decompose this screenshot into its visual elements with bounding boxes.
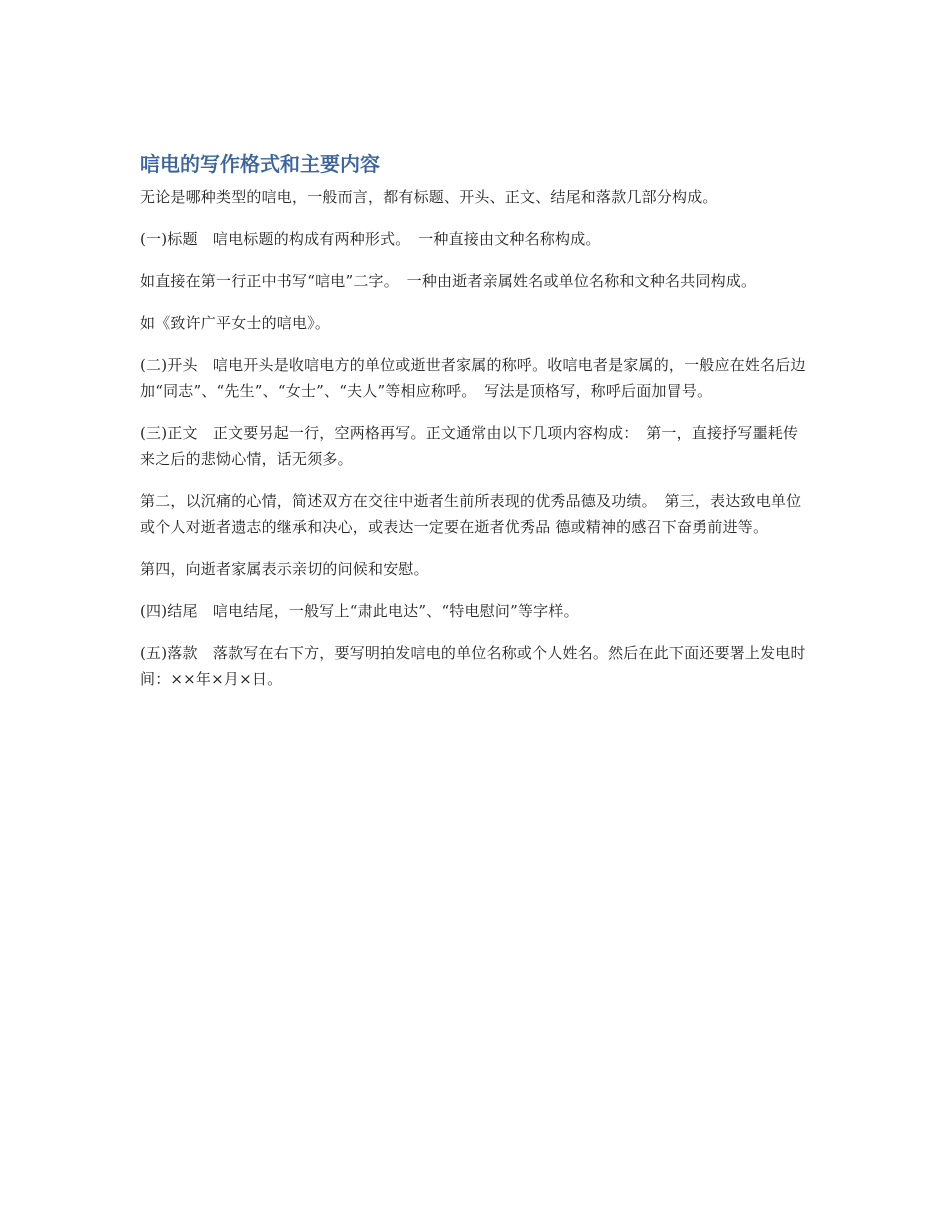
paragraph-intro: 无论是哪种类型的唁电，一般而言，都有标题、开头、正文、结尾和落款几部分构成。 — [140, 188, 718, 206]
paragraph-body-fourth: 第四，向逝者家属表示亲切的问候和安慰。 — [140, 560, 429, 578]
paragraph-closing-section: (四)结尾 唁电结尾，一般写上“肃此电达”、“特电慰问”等字样。 — [140, 602, 579, 620]
paragraph-body-second-third: 第二，以沉痛的心情，简述双方在交往中逝者生前所表现的优秀品德及功绩。 第三，表达致电单位或个人对逝者遗志的继承和决心，或表达一定要在逝者优秀品 德或精神的感召下奋勇前进等。 — [140, 492, 802, 536]
document-page — [140, 150, 812, 708]
paragraph-body-section: (三)正文 正文要另起一行，空两格再写。正文通常由以下几项内容构成： 第一，直接抒写噩耗传来之后的悲恸心情，话无须多。 — [140, 424, 799, 468]
paragraph-title-example: 如直接在第一行正中书写“唁电”二字。 一种由逝者亲属姓名或单位名称和文种名共同构成。 — [140, 272, 757, 290]
paragraph-signature-section: (五)落款 落款写在右下方，要写明拍发唁电的单位名称或个人姓名。然后在此下面还要署上发电时间：××年×月×日。 — [140, 644, 806, 688]
paragraph-title-section: (一)标题 唁电标题的构成有两种形式。 一种直接由文种名称构成。 — [140, 230, 601, 248]
paragraph-opening-section: (二)开头 唁电开头是收唁电方的单位或逝世者家属的称呼。收唁电者是家属的，一般应在姓名后边加“同志”、“先生”、“女士”、“夫人”等相应称呼。 写法是顶格写，称呼后面加冒号。 — [140, 356, 806, 400]
document-title: 唁电的写作格式和主要内容 — [140, 152, 380, 176]
paragraph-title-sample: 如《致许广平女士的唁电》。 — [140, 314, 331, 332]
